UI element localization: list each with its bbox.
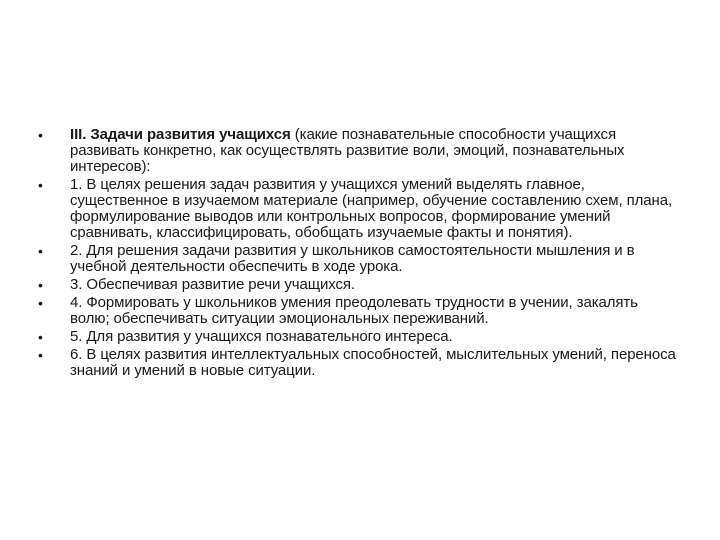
bullet-icon: •	[38, 329, 43, 345]
item-text: 6. В целях развития интеллектуальных способностей, мыслительных умений, переноса знаний и умений в новые ситуации.	[70, 346, 676, 379]
item-text: 4. Формировать у школьников умения преодолевать трудности в учении, закалять волю; обеспечивать ситуации эмоциональных переживаний.	[70, 294, 638, 327]
item-text: 2. Для решения задачи развития у школьников самостоятельности мышления и в учебной деятельности обеспечить в ходе урока.	[70, 242, 635, 275]
list-item	[38, 295, 678, 327]
bullet-list	[38, 127, 678, 381]
item-text: (какие познавательные способности учащихся развивать конкретно, как осуществлять развитие воли, эмоций, познавательных интересов):	[70, 126, 625, 175]
list-item	[38, 277, 678, 293]
bullet-icon: •	[38, 127, 43, 143]
bullet-icon: •	[38, 295, 43, 311]
section-heading: III. Задачи развития учащихся	[70, 126, 291, 143]
list-item	[38, 243, 678, 275]
bullet-icon: •	[38, 347, 43, 363]
bullet-icon: •	[38, 177, 43, 193]
list-item	[38, 329, 678, 345]
list-item	[38, 347, 678, 379]
item-text: 5. Для развития у учащихся познавательного интереса.	[70, 328, 453, 345]
list-item	[38, 177, 678, 241]
bullet-icon: •	[38, 243, 43, 259]
item-text: 1. В целях решения задач развития у учащихся умений выделять главное, существенное в изучаемом материале (например, обучение составлению схем, плана, формулирование выводов или контрольных вопросов, формирование умений сравнивать, классифицировать, обобщать изучаемые факты и понятия).	[70, 176, 673, 241]
list-item	[38, 127, 678, 175]
item-text: 3. Обеспечивая развитие речи учащихся.	[70, 276, 355, 293]
bullet-icon: •	[38, 277, 43, 293]
